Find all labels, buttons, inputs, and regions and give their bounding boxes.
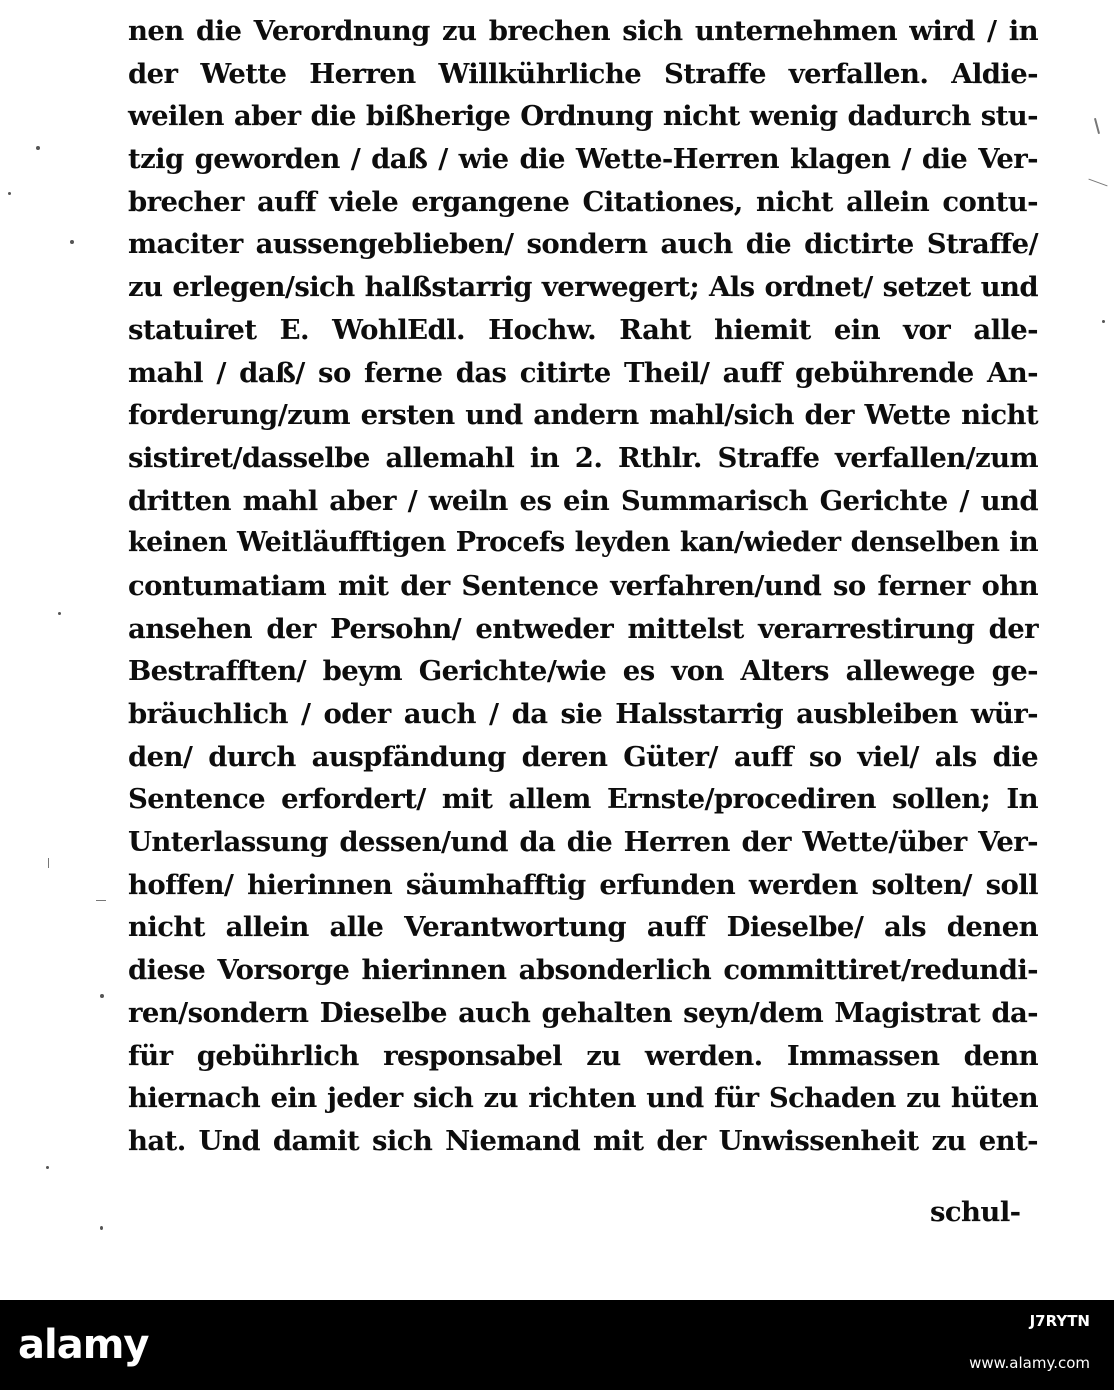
scan-speck [100,1226,103,1230]
text-line: Unterlassung dessen/und da die Herren der Wette/über Ver- [128,826,1038,859]
text-line: hiernach ein jeder sich zu richten und für Schaden zu hüten [128,1082,1038,1115]
text-line: zu erlegen/sich halßstarrig verwegert; Als ordnet/ setzet und [128,271,1038,304]
text-line: statuiret E. WohlEdl. Hochw. Raht hiemit ein vor alle- [128,313,1038,346]
text-line: diese Vorsorge hierinnen absonderlich committiret/redundi- [128,954,1038,987]
text-line: Sentence erfordert/ mit allem Ernste/procediren sollen; In [128,783,1038,816]
text-line: für gebührlich responsabel zu werden. Immassen denn [128,1039,1038,1072]
text-line: ren/sondern Dieselbe auch gehalten seyn/dem Magistrat da- [128,996,1038,1029]
text-line: sistiret/dasselbe allemahl in 2. Rthlr. Straffe verfallen/zum [128,441,1038,474]
scan-speck [1102,320,1105,323]
catchword: schul- [930,1196,1021,1228]
margin-mark [96,900,106,901]
text-line: nicht allein alle Verantwortung auff Dieselbe/ als denen [128,911,1038,944]
margin-mark [48,858,49,868]
watermark-bar [0,1300,1114,1390]
text-line: der Wette Herren Willkührliche Straffe verfallen. Aldie- [128,57,1038,90]
image-url: www.alamy.com [969,1354,1090,1372]
text-line: Bestrafften/ beym Gerichte/wie es von Alters allewege ge- [128,655,1038,688]
text-line: mahl / daß/ so ferne das citirte Theil/ auff gebührende An- [128,356,1038,389]
text-line: dritten mahl aber / weiln es ein Summarisch Gerichte / und [128,484,1038,517]
text-line: weilen aber die bißherige Ordnung nicht wenig dadurch stu- [128,100,1038,133]
scan-speck [70,240,74,244]
scan-speck [8,192,11,195]
scan-speck [58,612,61,615]
alamy-logo: alamy [18,1322,149,1368]
body-text [128,10,1038,1163]
text-line: den/ durch auspfändung deren Güter/ auff so viel/ als die [128,740,1038,773]
text-line: keinen Weitläufftigen Procefs leyden kan/wieder denselben in [128,527,1038,559]
text-line: hat. Und damit sich Niemand mit der Unwissenheit zu ent- [128,1124,1038,1157]
text-line: hoffen/ hierinnen säumhafftig erfunden werden solten/ soll [128,868,1038,901]
text-line: contumatiam mit der Sentence verfahren/und so ferner ohn [128,569,1038,602]
margin-mark [1094,118,1100,134]
text-line: nen die Verordnung zu brechen sich unternehmen wird / in [128,15,1038,47]
text-line: tzig geworden / daß / wie die Wette-Herren klagen / die Ver- [128,143,1038,176]
scan-speck [36,146,40,150]
margin-mark [1088,179,1107,187]
scan-speck [100,994,104,998]
text-line: forderung/zum ersten und andern mahl/sich der Wette nicht [128,399,1038,432]
text-line: ansehen der Persohn/ entweder mittelst verarrestirung der [128,612,1038,645]
image-id: J7RYTN [1029,1312,1090,1330]
text-line: brecher auff viele ergangene Citationes, nicht allein contu- [128,185,1038,218]
text-line: bräuchlich / oder auch / da sie Halsstarrig ausbleiben wür- [128,698,1038,730]
scan-speck [46,1166,49,1169]
text-line: maciter aussengeblieben/ sondern auch die dictirte Straffe/ [128,228,1038,261]
